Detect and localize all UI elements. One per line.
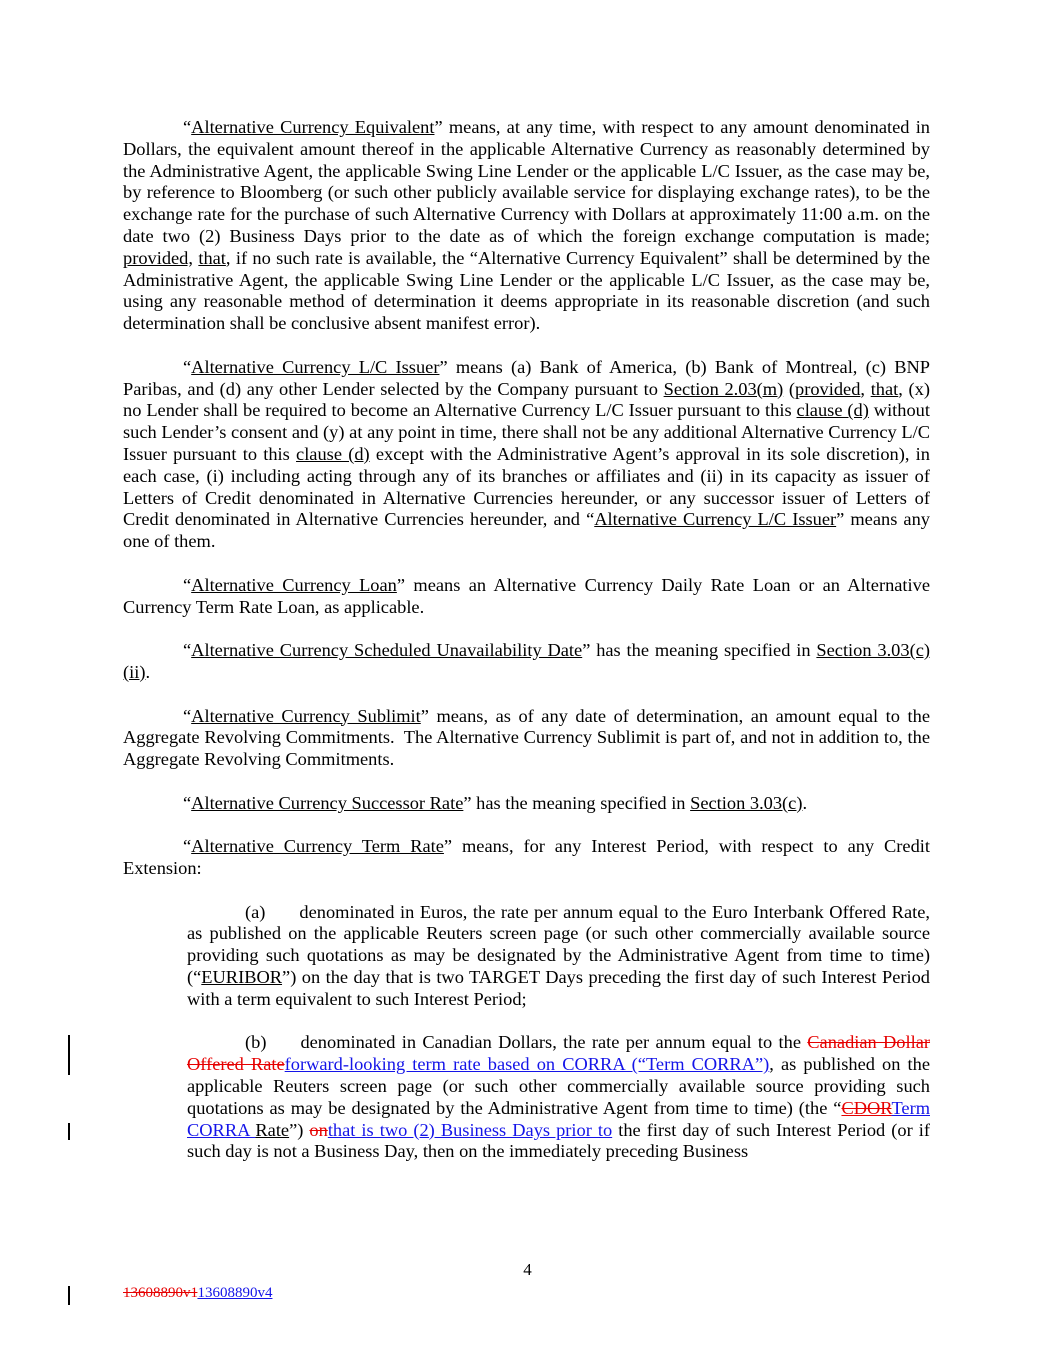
text-segment: Alternative Currency Scheduled Unavailability Date	[191, 640, 583, 661]
text-segment: “	[183, 117, 192, 137]
text-segment: denominated in Canadian Dollars, the rate per annum equal to the	[300, 1032, 808, 1053]
doc-id-deleted: 13608890v1	[123, 1285, 198, 1301]
text-segment: on	[309, 1119, 328, 1140]
text-segment: “	[183, 792, 192, 813]
text-segment: that	[198, 247, 226, 268]
text-segment: “	[183, 640, 192, 661]
document-body	[123, 117, 930, 1185]
text-segment: denominated in Euros, the rate per annum equal to the Euro Interbank Offered Rate, as published on the applicable Reuters screen page (or such other commercially available source providing such quotations as may be designated by the Administrative Agent from time to time) (“	[187, 901, 930, 988]
definition-alternative-currency-term-rate	[123, 836, 930, 880]
text-segment: clause (d)	[296, 443, 370, 464]
text-segment: ,	[860, 378, 871, 399]
definition-alternative-currency-sublimit	[123, 706, 930, 771]
text-segment: ”)	[289, 1119, 310, 1140]
text-segment: clause (d)	[796, 400, 869, 421]
text-segment: .	[802, 792, 808, 813]
text-segment: except with the Administrative Agent’s approval in its sole discretion), in each case, (i) including acting through any of its branches or affiliates and (ii) in its capacity as issuer of Letters of Credit denominated in Alternative Currencies hereunder, or any successor issuer of Letters of Credit denominated in Alternative Currencies hereunder, and “	[123, 443, 930, 530]
text-segment: Alternative Currency Term Rate	[191, 836, 444, 857]
text-segment: Alternative Currency Sublimit	[191, 705, 421, 726]
text-segment: Canadian Dollar Offered Rate	[187, 1032, 931, 1075]
page-number: 4	[523, 1260, 532, 1279]
text-segment: “	[183, 574, 192, 595]
text-segment: Section 2.03(m)	[663, 378, 784, 399]
text-segment: , (x) no Lender shall be required to become an Alternative Currency L/C Issuer pursuant to this	[123, 378, 930, 421]
text-segment: (a)	[245, 901, 266, 922]
text-segment: (b)	[245, 1032, 267, 1053]
revision-change-bar	[68, 1035, 70, 1075]
text-segment: ” has the meaning specified in	[582, 640, 817, 661]
definition-alternative-currency-successor-rate	[123, 793, 930, 815]
text-segment: Alternative Currency L/C Issuer	[191, 356, 440, 377]
sub-paragraph-b-canadian-dollars	[187, 1032, 930, 1163]
text-segment: ”) on the day that is two TARGET Days preceding the first day of such Interest Period with a term equivalent to such Interest Period;	[187, 967, 930, 1009]
text-segment: EURIBOR	[201, 967, 283, 988]
text-segment: that is two (2) Business Days prior to	[327, 1119, 613, 1140]
text-segment: ” means, at any time, with respect to any amount denominated in Dollars, the equivalent amount thereof in the applicable Alternative Currency as reasonably determined by the Administrative Agent, the applicable Swing Line Lender or the applicable L/C Issuer, as the case may be, by reference to Bloomberg (or such other publicly available service for displaying exchange rates), to be the exchange rate for the purchase of such Alternative Currency with Dollars at approximately 11:00 a.m. on the date two (2) Business Days prior to the date as of which the foreign exchange computation is made;	[123, 117, 930, 246]
text-segment: ” means (a) Bank of America, (b) Bank of Montreal, (c) BNP Paribas, and (d) any other Lender selected by the Company pursuant to	[123, 356, 930, 399]
definition-alternative-currency-scheduled-unavailability-date	[123, 640, 930, 684]
text-segment: Section 3.03(c)	[690, 792, 803, 813]
text-segment: Alternative Currency Successor Rate	[191, 792, 464, 813]
document-id-footer	[123, 1284, 272, 1302]
text-segment: “	[183, 836, 192, 857]
text-segment: Alternative Currency Loan	[191, 574, 397, 595]
text-segment: Section 3.03(c)(ii)	[123, 640, 930, 682]
text-segment: , if no such rate is available, the “Alternative Currency Equivalent” shall be determined by the Administrative Agent, the applicable Swing Line Lender or the applicable L/C Issuer, as the case may be, using any reasonable method of determination it deems appropriate in its reasonable discretion (and such determination shall be conclusive absent manifest error).	[123, 247, 930, 334]
text-segment: “	[183, 705, 192, 726]
text-segment: without such Lender’s consent and (y) at any point in time, there shall not be any additional Alternative Currency L/C Issuer pursuant to this	[123, 400, 930, 464]
text-segment: that	[870, 378, 899, 399]
text-segment: Rate	[255, 1119, 290, 1140]
revision-change-bar	[68, 1123, 70, 1141]
definition-alternative-currency-equivalent	[123, 117, 930, 335]
text-segment: .	[145, 661, 151, 682]
text-segment: forward-looking term rate based on CORRA (“Term CORRA”)	[284, 1054, 770, 1075]
text-segment: Alternative Currency Equivalent	[191, 117, 435, 137]
revision-change-bar	[68, 1286, 70, 1305]
text-segment: ” means, for any Interest Period, with respect to any Credit Extension:	[123, 836, 930, 879]
text-segment: “	[183, 356, 192, 377]
definition-alternative-currency-lc-issuer	[123, 357, 930, 553]
definition-alternative-currency-loan	[123, 575, 930, 619]
text-segment: provided	[795, 378, 861, 399]
doc-id-inserted: 13608890v4	[197, 1285, 273, 1301]
text-segment: Term CORRA	[187, 1097, 930, 1140]
text-segment: , as published on the applicable Reuters screen page (or such other commercially available source providing such quotations as may be designated by the Administrative Agent from time to time) (the “	[187, 1054, 930, 1118]
text-segment: the first day of such Interest Period (or if such day is not a Business Day, then on the immediately preceding Business	[187, 1119, 930, 1162]
text-segment: (	[783, 378, 796, 399]
text-segment: ” means, as of any date of determination, an amount equal to the Aggregate Revolving Commitments. The Alternative Currency Sublimit is part of, and not in addition to, the Aggregate Revolving Commitments.	[123, 705, 930, 770]
text-segment: ” has the meaning specified in	[463, 792, 691, 813]
text-segment: CDOR	[841, 1097, 892, 1118]
text-segment: ” means an Alternative Currency Daily Rate Loan or an Alternative Currency Term Rate Loan, as applicable.	[123, 574, 931, 617]
text-segment: ” means any one of them.	[123, 509, 930, 552]
sub-paragraph-a-euros	[187, 902, 930, 1011]
text-segment: provided,	[123, 247, 193, 268]
text-segment: Alternative Currency L/C Issuer	[594, 509, 837, 530]
